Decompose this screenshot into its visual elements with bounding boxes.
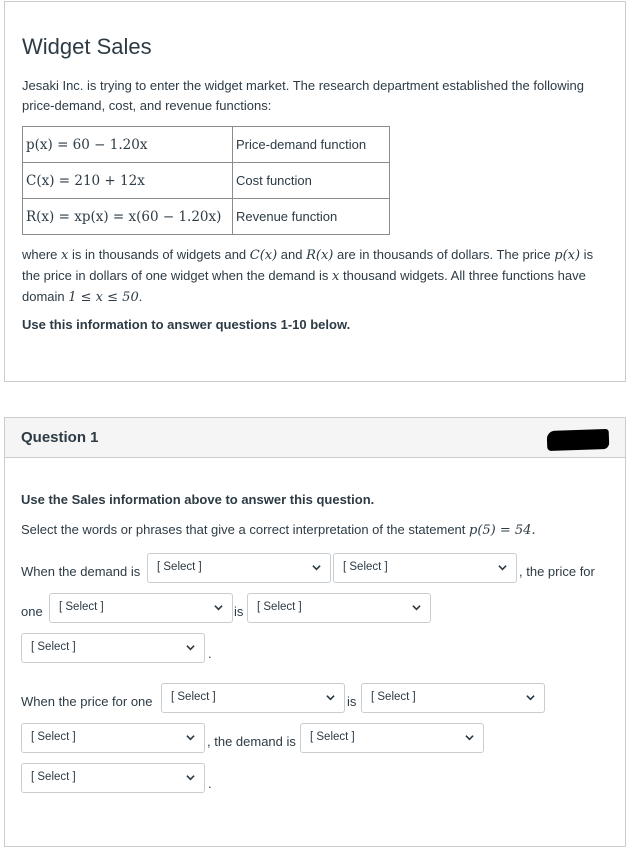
question-header [5,418,625,458]
select-dropdown-5[interactable] [21,633,205,663]
dropdown-label: [ Select ] [343,561,388,573]
text-one: one [21,604,43,619]
dropdown-label: [ Select ] [31,771,76,783]
where-text-part: . [138,289,143,304]
select-dropdown-9[interactable] [300,723,484,753]
text-period: . [208,646,212,661]
chevron-down-icon [312,563,321,572]
price-demand-formula: p(x) = 60 − 1.20x [23,127,233,163]
select-dropdown-6[interactable] [161,683,345,713]
chevron-down-icon [186,733,195,742]
dropdown-label: [ Select ] [31,731,76,743]
page-title: Widget Sales [22,34,152,59]
chevron-down-icon [412,603,421,612]
text-demand-is: , the demand is [207,734,296,749]
where-text-part: thousand widgets. All three functions have domain [22,268,586,304]
select-dropdown-7[interactable] [361,683,545,713]
select-dropdown-10[interactable] [21,763,205,793]
math-revenue: R(x) [306,248,334,263]
where-text-part: are in thousands of dollars. The price [333,247,555,262]
select-dropdown-1[interactable] [147,553,331,583]
dropdown-label: [ Select ] [371,691,416,703]
math-x: x [332,269,340,284]
chevron-down-icon [498,563,507,572]
text-is: is [234,604,244,619]
where-text-part: where [22,247,62,262]
chevron-down-icon [214,603,223,612]
math-cost: C(x) [249,248,278,263]
price-demand-label: Price-demand function [233,127,390,163]
select-dropdown-2[interactable] [333,553,517,583]
prompt-text: Select the words or phrases that give a correct interpretation of the statement [21,522,470,537]
text-when-demand: When the demand is [21,564,141,579]
text-is: is [347,694,357,709]
cost-formula: C(x) = 210 + 12x [23,163,233,199]
math-domain: 1 ≤ x ≤ 50 [68,290,139,305]
table-row [23,127,390,163]
text-price-for: , the price for [519,564,595,579]
question-instruction: Use the Sales information above to answer this question. [21,492,375,507]
table-row [23,199,390,235]
question-panel [4,417,626,847]
question-title: Question 1 [21,429,99,446]
redacted-points-mark [547,429,610,451]
text-period: . [208,776,212,791]
where-text-part: and [277,247,307,262]
where-text-part: is the price in dollars of one widget when the demand is [22,247,594,283]
dropdown-label: [ Select ] [257,601,302,613]
math-statement: p(5) = 54. [469,523,536,538]
question-prompt [21,522,536,538]
revenue-label: Revenue function [233,199,390,235]
where-text [22,245,612,308]
dropdown-label: [ Select ] [31,641,76,653]
chevron-down-icon [326,693,335,702]
use-info-text: Use this information to answer questions 1-10 below. [22,317,351,332]
chevron-down-icon [465,733,474,742]
table-row [23,163,390,199]
dropdown-label: [ Select ] [310,731,355,743]
dropdown-label: [ Select ] [171,691,216,703]
where-text-part: is in thousands of widgets and [68,247,250,262]
chevron-down-icon [186,773,195,782]
select-dropdown-3[interactable] [49,593,233,623]
select-dropdown-4[interactable] [247,593,431,623]
chevron-down-icon [186,643,195,652]
function-table [22,126,390,235]
text-when-price: When the price for one [21,694,153,709]
chevron-down-icon [526,693,535,702]
math-x: x [61,248,69,263]
intro-text: Jesaki Inc. is trying to enter the widget market. The research department established the following price-demand, cost, and revenue functions: [22,78,584,113]
select-dropdown-8[interactable] [21,723,205,753]
dropdown-label: [ Select ] [59,601,104,613]
info-panel [4,1,626,382]
dropdown-label: [ Select ] [157,561,202,573]
cost-label: Cost function [233,163,390,199]
revenue-formula: R(x) = xp(x) = x(60 − 1.20x) [23,199,233,235]
math-price: p(x) [554,248,581,263]
